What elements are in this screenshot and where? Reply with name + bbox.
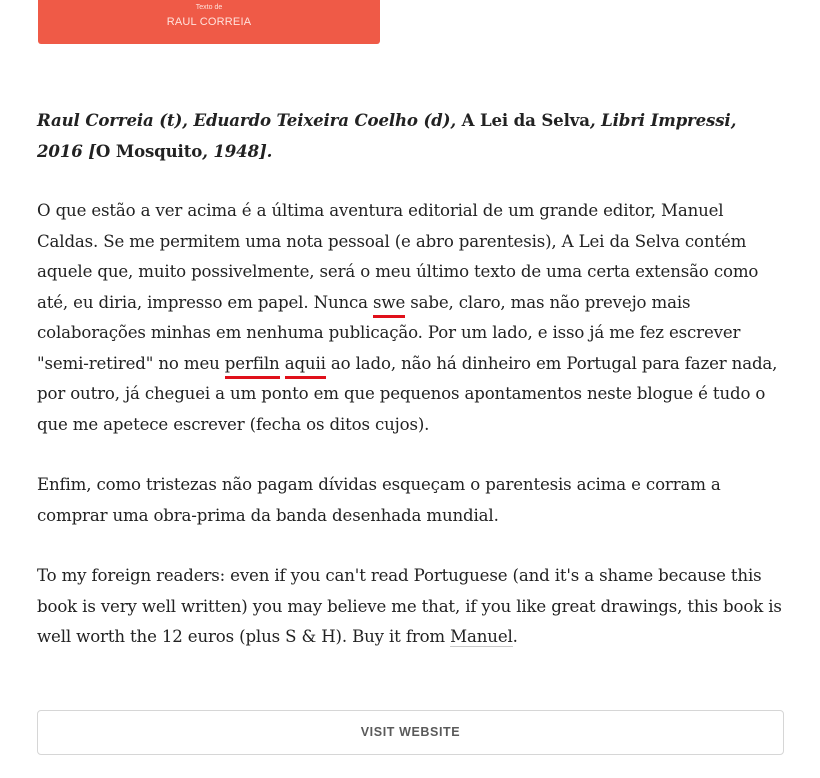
credit-year: , 1948].	[202, 140, 273, 161]
paragraph1-space	[280, 354, 285, 373]
cover-author-name: RAUL CORREIA	[166, 16, 252, 28]
paragraph3-text-b: .	[512, 627, 518, 646]
profile-link[interactable]: perfiln	[225, 354, 280, 379]
article-body	[37, 105, 787, 683]
credit-magazine: O Mosquito	[95, 140, 203, 161]
credit-authors: Raul Correia (t), Eduardo Teixeira Coelho (d),	[37, 110, 456, 130]
paragraph1-text-c: ao lado, não há dinheiro em Portugal para fazer nada, por outro, já cheguei a um ponto em que pequenos apontamentos neste blogue é tudo o que me apetece escrever (fecha os ditos cujos).	[37, 353, 778, 434]
visit-website-button[interactable]: VISIT WEBSITE	[37, 710, 784, 755]
paragraph-personal-note	[37, 196, 787, 440]
paragraph3-text-a: To my foreign readers: even if you can't read Portuguese (and it's a shame because this book is very well written) you may believe me that, if you like great drawings, this book is well worth the 12 euros (plus S & H). Buy it from	[37, 566, 782, 646]
paragraph1-text-b: sabe, claro, mas não prevejo mais colaborações minhas em nenhuma publicação. Por um lado, e isso já me fez escrever "semi-retired" no meu	[37, 292, 741, 373]
paragraph-foreign-readers	[37, 561, 787, 653]
misspelled-word-swe[interactable]: swe	[373, 293, 405, 318]
manuel-link[interactable]: Manuel	[450, 627, 513, 646]
book-credit-line	[37, 105, 787, 166]
book-cover-image	[38, 0, 380, 44]
credit-publisher: , Libri Impressi, 2016 [	[37, 110, 737, 161]
here-link[interactable]: aquii	[285, 354, 326, 379]
cover-small-text: Texto de	[195, 4, 223, 11]
paragraph-recommendation: Enfim, como tristezas não pagam dívidas esqueçam o parentesis acima e corram a comprar uma obra-prima da banda desenhada mundial.	[37, 475, 721, 525]
credit-title: A Lei da Selva	[455, 110, 590, 130]
paragraph1-text-a: O que estão a ver acima é a última aventura editorial de um grande editor, Manuel Caldas. Se me permitem uma nota pessoal (e abro parentesis), A Lei da Selva contém aquele que, muito possivelmente, será o meu último texto de uma certa extensão como até, eu diria, impresso em papel. Nunca	[37, 201, 759, 312]
